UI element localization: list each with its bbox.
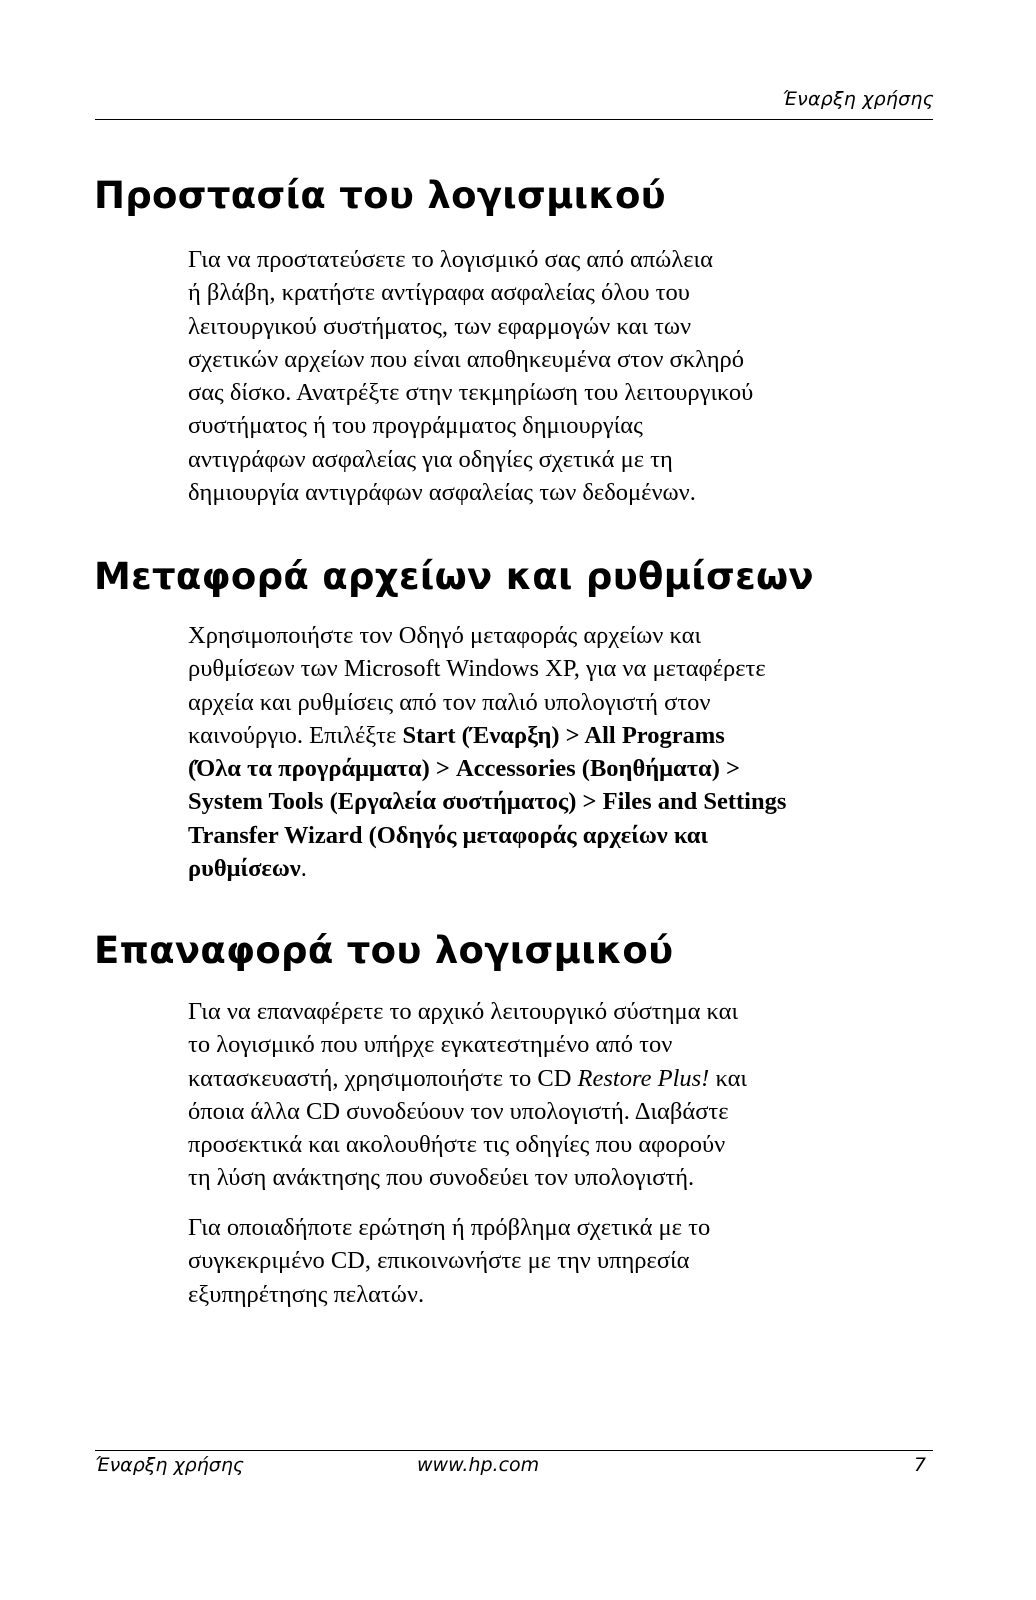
- text-line: [188, 752, 928, 785]
- section-heading-file-transfer: Μεταφορά αρχείων και ρυθμίσεων: [94, 555, 814, 598]
- text-line: αντιγράφων ασφαλείας για οδηγίες σχετικά με τη: [188, 445, 673, 473]
- text-line: δημιουργία αντιγράφων ασφαλείας των δεδομένων.: [188, 479, 696, 507]
- header-rule: [95, 119, 933, 120]
- footer-title: Έναρξη χρήσης: [95, 1454, 245, 1476]
- footer-rule: [95, 1450, 933, 1451]
- text-line: Για να επαναφέρετε το αρχικό λειτουργικό σύστημα και: [188, 998, 739, 1025]
- section-body-software-protection: [188, 243, 928, 509]
- text-line: [188, 785, 928, 818]
- menu-path-start: Start (Έναρξη) > All Programs: [402, 721, 725, 749]
- text-line: [188, 1062, 928, 1095]
- text-line: [188, 719, 928, 752]
- menu-path-accessories: (Όλα τα προγράμματα) > Accessories (Βοηθήματα) >: [188, 755, 740, 783]
- running-header-title: Έναρξη χρήσης: [782, 88, 934, 110]
- product-name-restore-plus: Restore Plus!: [577, 1064, 710, 1092]
- text-line: συγκεκριμένο CD, επικοινωνήστε με την υπηρεσία: [188, 1247, 690, 1275]
- page-number: 7: [913, 1454, 926, 1476]
- text-line: ή βλάβη, κρατήστε αντίγραφα ασφαλείας όλου του: [188, 279, 690, 307]
- section-heading-software-restore: Επαναφορά του λογισμικού: [94, 929, 674, 972]
- section-body-software-restore-p2: [188, 1211, 928, 1311]
- text-line: Για οποιαδήποτε ερώτηση ή πρόβλημα σχετικά με το: [188, 1214, 711, 1241]
- text-line: λειτουργικού συστήματος, των εφαρμογών και των: [188, 312, 692, 340]
- text-plain: κατασκευαστή, χρησιμοποιήστε το CD: [188, 1064, 578, 1092]
- text-line: σας δίσκο. Ανατρέξτε στην τεκμηρίωση του λειτουργικού: [188, 379, 754, 407]
- text-line: ρυθμίσεων των Microsoft Windows XP, για να μεταφέρετε: [188, 655, 766, 683]
- menu-path-transfer-wizard: Transfer Wizard (Οδηγός μεταφοράς αρχείων και: [188, 821, 709, 849]
- text-period: .: [300, 855, 307, 883]
- text-line: το λογισμικό που υπήρχε εγκατεστημένο από τον: [188, 1031, 673, 1059]
- section-body-software-restore-p1: [188, 995, 928, 1195]
- text-line: προσεκτικά και ακολουθήστε τις οδηγίες που αφορούν: [188, 1131, 726, 1159]
- text-line: [188, 819, 928, 852]
- text-line: Για να προστατεύσετε το λογισμικό σας από απώλεια: [188, 246, 713, 273]
- text-line: συστήματος ή του προγράμματος δημιουργίας: [188, 412, 643, 440]
- text-line: Χρησιμοποιήστε τον Οδηγό μεταφοράς αρχείων και: [188, 622, 702, 649]
- text-line: εξυπηρέτησης πελατών.: [188, 1280, 425, 1308]
- text-plain: καινούργιο. Επιλέξτε: [188, 721, 403, 749]
- text-plain: και: [709, 1064, 748, 1092]
- text-line: αρχεία και ρυθμίσεις από τον παλιό υπολογιστή στον: [188, 688, 711, 716]
- section-heading-software-protection: Προστασία του λογισμικού: [94, 174, 666, 217]
- menu-path-settings: ρυθμίσεων: [188, 855, 301, 883]
- text-line: σχετικών αρχείων που είναι αποθηκευμένα στον σκληρό: [188, 345, 745, 373]
- footer-website: www.hp.com: [417, 1454, 540, 1476]
- text-line: τη λύση ανάκτησης που συνοδεύει τον υπολογιστή.: [188, 1164, 695, 1192]
- section-body-file-transfer: [188, 619, 928, 885]
- menu-path-system-tools: System Tools (Εργαλεία συστήματος) > Files and Settings: [188, 788, 787, 816]
- text-line: [188, 852, 928, 885]
- text-line: όποια άλλα CD συνοδεύουν τον υπολογιστή. Διαβάστε: [188, 1097, 729, 1125]
